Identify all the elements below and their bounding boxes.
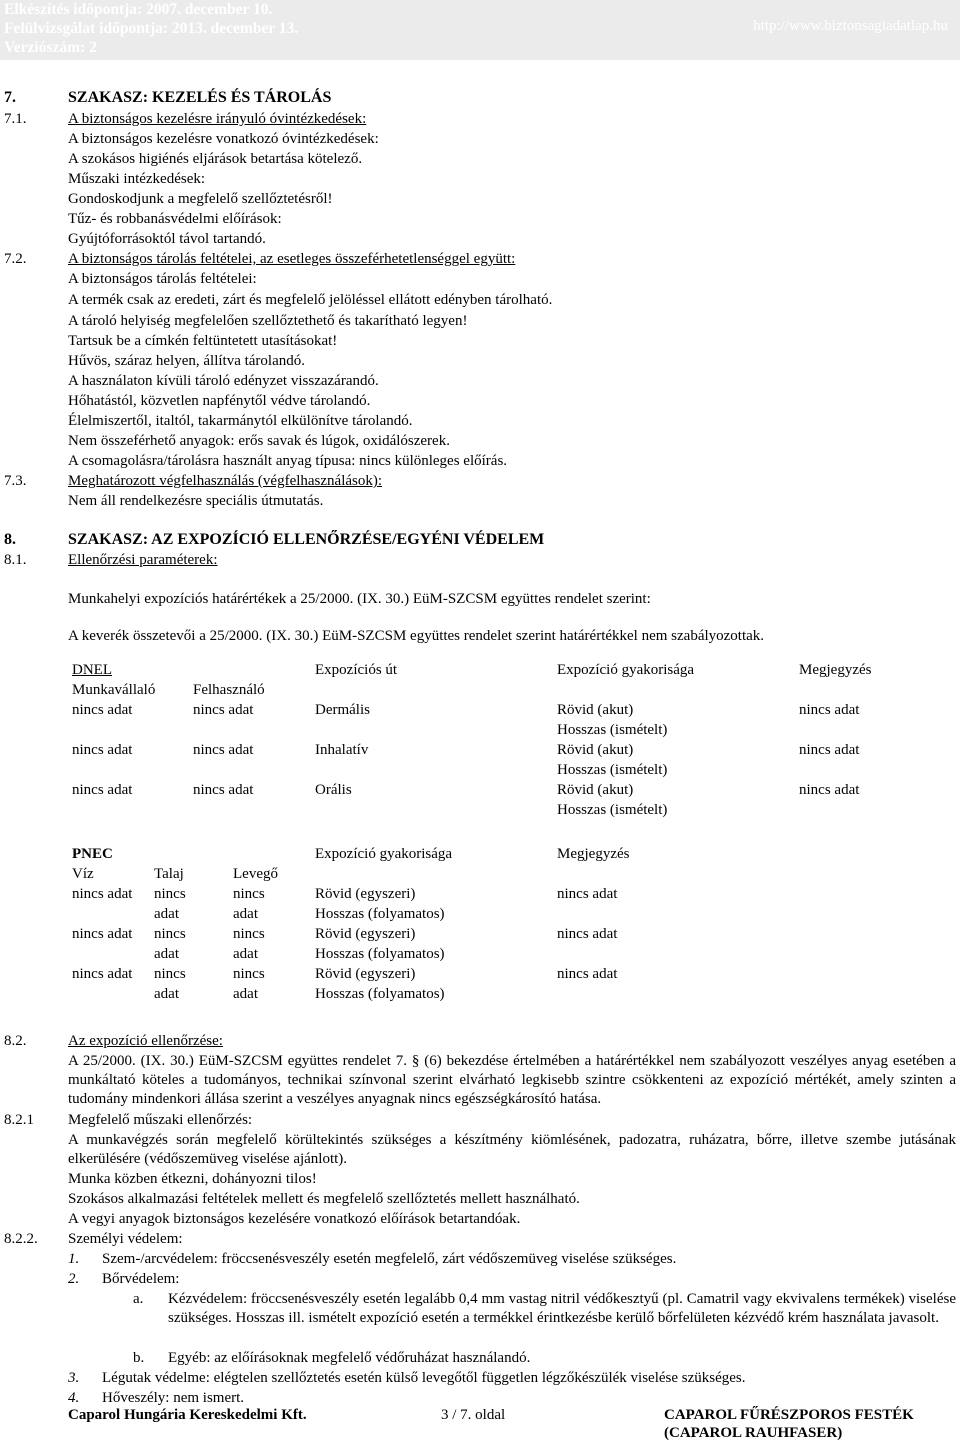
prepared-date: Elkészítés időpontja: 2007. december 10. (4, 1, 273, 18)
table-header-cell: Levegő (233, 866, 278, 882)
table-header-cell: Expozíció gyakorisága (557, 662, 695, 678)
section-7-2-number: 7.2. (4, 251, 27, 267)
table-cell (553, 700, 795, 740)
text-line: Gyújtóforrásoktól távol tartandó. (68, 231, 266, 247)
table-cell (229, 884, 311, 924)
cell-line: Rövid (akut) (557, 782, 634, 798)
table-cell: nincs adat (557, 886, 618, 902)
cell-line: nincs (154, 886, 186, 902)
footer-product-alt-name: (CAPAROL RAUHFASER) (664, 1425, 843, 1441)
cell-line: Hosszas (ismételt) (557, 722, 668, 738)
paragraph: A munkavégzés során megfelelő körültekintés szükséges a készítmény kiömlésének, padozatra, ruházatra, bőrre, illetve szembe jutásának elkerülésére (védőszemüveg viselése ajánlott). (68, 1132, 956, 1167)
text-line: Műszaki intézkedések: (68, 171, 206, 187)
cell-line: Rövid (egyszeri) (315, 926, 416, 942)
text-line: Hűvös, száraz helyen, állítva tárolandó. (68, 353, 305, 369)
table-cell: nincs adat (799, 742, 860, 758)
cell-line: Hosszas (ismételt) (557, 802, 668, 818)
cell-line: Hosszas (ismételt) (557, 762, 668, 778)
section-8-2-2-number: 8.2.2. (4, 1231, 38, 1247)
section-8-2-number: 8.2. (4, 1033, 27, 1049)
list-item: Szem-/arcvédelem: fröccsenésveszély esetén megfelelő, zárt védőszemüveg viselése szükséges. (102, 1251, 677, 1267)
table-cell (150, 964, 229, 1004)
table-row (68, 964, 753, 1004)
text-line: A használaton kívüli tároló edényzet visszazárandó. (68, 373, 379, 389)
page-header (0, 0, 960, 60)
cell-line: adat (233, 906, 258, 922)
cell-line: nincs (233, 886, 265, 902)
table-cell: Orális (315, 782, 352, 798)
text-line: A termék csak az eredeti, zárt és megfelelő jelöléssel ellátott edényben tárolható. (68, 292, 553, 308)
text-line: Hőhatástól, közvetlen napfénytől védve tárolandó. (68, 393, 371, 409)
section-8-1-number: 8.1. (4, 552, 27, 568)
section-7-3-title: Meghatározott végfelhasználás (végfelhasználások): (68, 473, 383, 489)
section-8-2-1-title: Megfelelő műszaki ellenőrzés: (68, 1112, 253, 1128)
cell-line: adat (154, 986, 179, 1002)
table-row (68, 844, 753, 864)
section-7-1-number: 7.1. (4, 111, 27, 127)
table-row (68, 884, 753, 924)
table-header-cell: Talaj (154, 866, 184, 882)
version-number: Verziószám: 2 (4, 39, 97, 56)
revision-date: Felülvizsgálat időpontja: 2013. december 13. (4, 20, 299, 37)
text-line: Munkahelyi expozíciós határértékek a 25/2000. (IX. 30.) EüM-SZCSM együttes rendelet szerint: (68, 591, 651, 607)
table-cell: nincs adat (799, 782, 860, 798)
table-cell: nincs adat (72, 702, 133, 718)
text-line: A biztonságos kezelésre vonatkozó óvintézkedések: (68, 131, 379, 147)
cell-line: adat (233, 946, 258, 962)
table-cell: nincs adat (799, 702, 860, 718)
cell-line: adat (154, 906, 179, 922)
table-cell (150, 884, 229, 924)
cell-line: nincs (154, 966, 186, 982)
sub-list-letter: a. (133, 1291, 144, 1307)
table-header-cell: Munkavállaló (72, 682, 156, 698)
cell-line: adat (233, 986, 258, 1002)
section-7-number: 7. (4, 89, 16, 106)
text-line: A keverék összetevői a 25/2000. (IX. 30.) EüM-SZCSM együttes rendelet szerint határértékkel nem szabályozottak. (68, 628, 765, 644)
dnel-header: DNEL (72, 662, 112, 678)
text-line: A tároló helyiség megfelelően szellőztethető és takarítható legyen! (68, 313, 468, 329)
footer-product-name: CAPAROL FŰRÉSZPOROS FESTÉK (664, 1407, 914, 1423)
cell-line: Hosszas (folyamatos) (315, 986, 445, 1002)
cell-line: Rövid (egyszeri) (315, 886, 416, 902)
text-line: A csomagolásra/tárolásra használt anyag típusa: nincs különleges előírás. (68, 453, 508, 469)
table-header-cell: Felhasználó (193, 682, 265, 698)
cell-line: adat (154, 946, 179, 962)
section-8-number: 8. (4, 531, 16, 548)
text-line: Munka közben étkezni, dohányozni tilos! (68, 1171, 317, 1187)
cell-line: nincs (233, 926, 265, 942)
table-cell: nincs adat (193, 742, 254, 758)
table-cell: nincs adat (557, 926, 618, 942)
table-row (68, 924, 753, 964)
table-cell (311, 964, 553, 1004)
sub-list-letter: b. (133, 1350, 145, 1366)
table-cell: nincs adat (72, 782, 133, 798)
cell-line: Rövid (egyszeri) (315, 966, 416, 982)
section-8-2-1-number: 8.2.1 (4, 1112, 34, 1128)
list-number: 3. (68, 1370, 80, 1386)
table-header-cell: Víz (72, 866, 94, 882)
table-cell (150, 924, 229, 964)
cell-line: Rövid (akut) (557, 742, 634, 758)
section-8-2-title: Az expozíció ellenőrzése: (68, 1033, 223, 1049)
table-cell: nincs adat (193, 782, 254, 798)
list-item: Légutak védelme: elégtelen szellőztetés esetén külső levegőtől független légzőkészülék viselése szükséges. (102, 1370, 746, 1386)
section-7-1-title: A biztonságos kezelésre irányuló óvintézkedések: (68, 111, 367, 127)
list-number: 4. (68, 1390, 80, 1406)
website-link[interactable]: http://www.biztonsagiadatlap.hu (753, 18, 948, 34)
dnel-table (68, 660, 915, 820)
sub-list-item: Egyéb: az előírásoknak megfelelő védőruházat használandó. (168, 1350, 531, 1366)
text-line: Nem összeférhető anyagok: erős savak és lúgok, oxidálószerek. (68, 433, 450, 449)
table-row (68, 680, 915, 700)
table-cell: nincs adat (72, 926, 133, 942)
table-cell: nincs adat (557, 966, 618, 982)
table-cell (311, 884, 553, 924)
text-line: A vegyi anyagok biztonságos kezelésére vonatkozó előírások betartandóak. (68, 1211, 521, 1227)
table-cell (311, 924, 553, 964)
cell-line: Rövid (akut) (557, 702, 634, 718)
paragraph: A 25/2000. (IX. 30.) EüM-SZCSM együttes rendelet 7. § (6) bekezdése értelmében a határértékkel nem szabályozott veszélyes anyag esetében a munkáltató köteles a tudományos, technikai színvonal szerint elvárható legkisebb szintre csökkenteni az expozíció mértékét, amely szinten a tudomány mindenkori állása szerint a veszélyes anyagnak nincs egészségkárosító hatása. (68, 1053, 956, 1107)
table-header-cell: Expozíciós út (315, 662, 398, 678)
table-row (68, 740, 915, 780)
list-item: Bőrvédelem: (102, 1271, 180, 1287)
table-cell: nincs adat (72, 742, 133, 758)
table-cell: Dermális (315, 702, 370, 718)
table-cell (229, 924, 311, 964)
footer-company: Caparol Hungária Kereskedelmi Kft. (68, 1407, 307, 1423)
text-line: Élelmiszertől, italtól, takarmánytól elkülönítve tárolandó. (68, 413, 413, 429)
page-number: 3 / 7. oldal (441, 1407, 506, 1423)
cell-line: nincs (154, 926, 186, 942)
text-line: A szokásos higiénés eljárások betartása kötelező. (68, 151, 363, 167)
pnec-table (68, 844, 753, 1004)
cell-line: nincs (233, 966, 265, 982)
text-line: Nem áll rendelkezésre speciális útmutatás. (68, 493, 324, 509)
table-cell (229, 964, 311, 1004)
list-number: 1. (68, 1251, 80, 1267)
text-line: Tűz- és robbanásvédelmi előírások: (68, 211, 282, 227)
table-header-cell: Megjegyzés (799, 662, 872, 678)
section-7-2-title: A biztonságos tárolás feltételei, az esetleges összeférhetetlenséggel együtt: (68, 251, 516, 267)
table-cell (553, 780, 795, 820)
section-7-3-number: 7.3. (4, 473, 27, 489)
table-cell: nincs adat (193, 702, 254, 718)
text-line: Tartsuk be a címkén feltüntetett utasításokat! (68, 333, 338, 349)
table-cell: Inhalatív (315, 742, 369, 758)
text-line: Gondoskodjunk a megfelelő szellőztetésről! (68, 191, 333, 207)
table-header-cell: Megjegyzés (557, 846, 630, 862)
table-row (68, 700, 915, 740)
section-8-2-2-title: Személyi védelem: (68, 1231, 183, 1247)
text-line: A biztonságos tárolás feltételei: (68, 271, 257, 287)
list-number: 2. (68, 1271, 80, 1287)
cell-line: Hosszas (folyamatos) (315, 946, 445, 962)
table-row (68, 660, 915, 680)
table-cell: nincs adat (72, 886, 133, 902)
table-row (68, 864, 753, 884)
section-7-title: SZAKASZ: KEZELÉS ÉS TÁROLÁS (68, 89, 332, 106)
table-header-cell: Expozíció gyakorisága (315, 846, 453, 862)
cell-line: Hosszas (folyamatos) (315, 906, 445, 922)
section-8-title: SZAKASZ: AZ EXPOZÍCIÓ ELLENŐRZÉSE/EGYÉNI VÉDELEM (68, 531, 545, 548)
pnec-header: PNEC (72, 846, 113, 862)
sub-list-item: Kézvédelem: fröccsenésveszély esetén legalább 0,4 mm vastag nitril védőkesztyű (pl. Camatril vagy ekvivalens termékek) viselése szükséges. Hosszas ill. ismételt expozíció esetén a termékkel érintkezésbe kerülő bőrfelületen kézvédő krém használata javasolt. (168, 1291, 956, 1326)
section-8-1-title: Ellenőrzési paraméterek: (68, 552, 218, 568)
table-cell (553, 740, 795, 780)
table-cell: nincs adat (72, 966, 133, 982)
table-row (68, 780, 915, 820)
list-item: Hőveszély: nem ismert. (102, 1390, 245, 1406)
text-line: Szokásos alkalmazási feltételek mellett és megfelelő szellőztetés mellett használható. (68, 1191, 580, 1207)
